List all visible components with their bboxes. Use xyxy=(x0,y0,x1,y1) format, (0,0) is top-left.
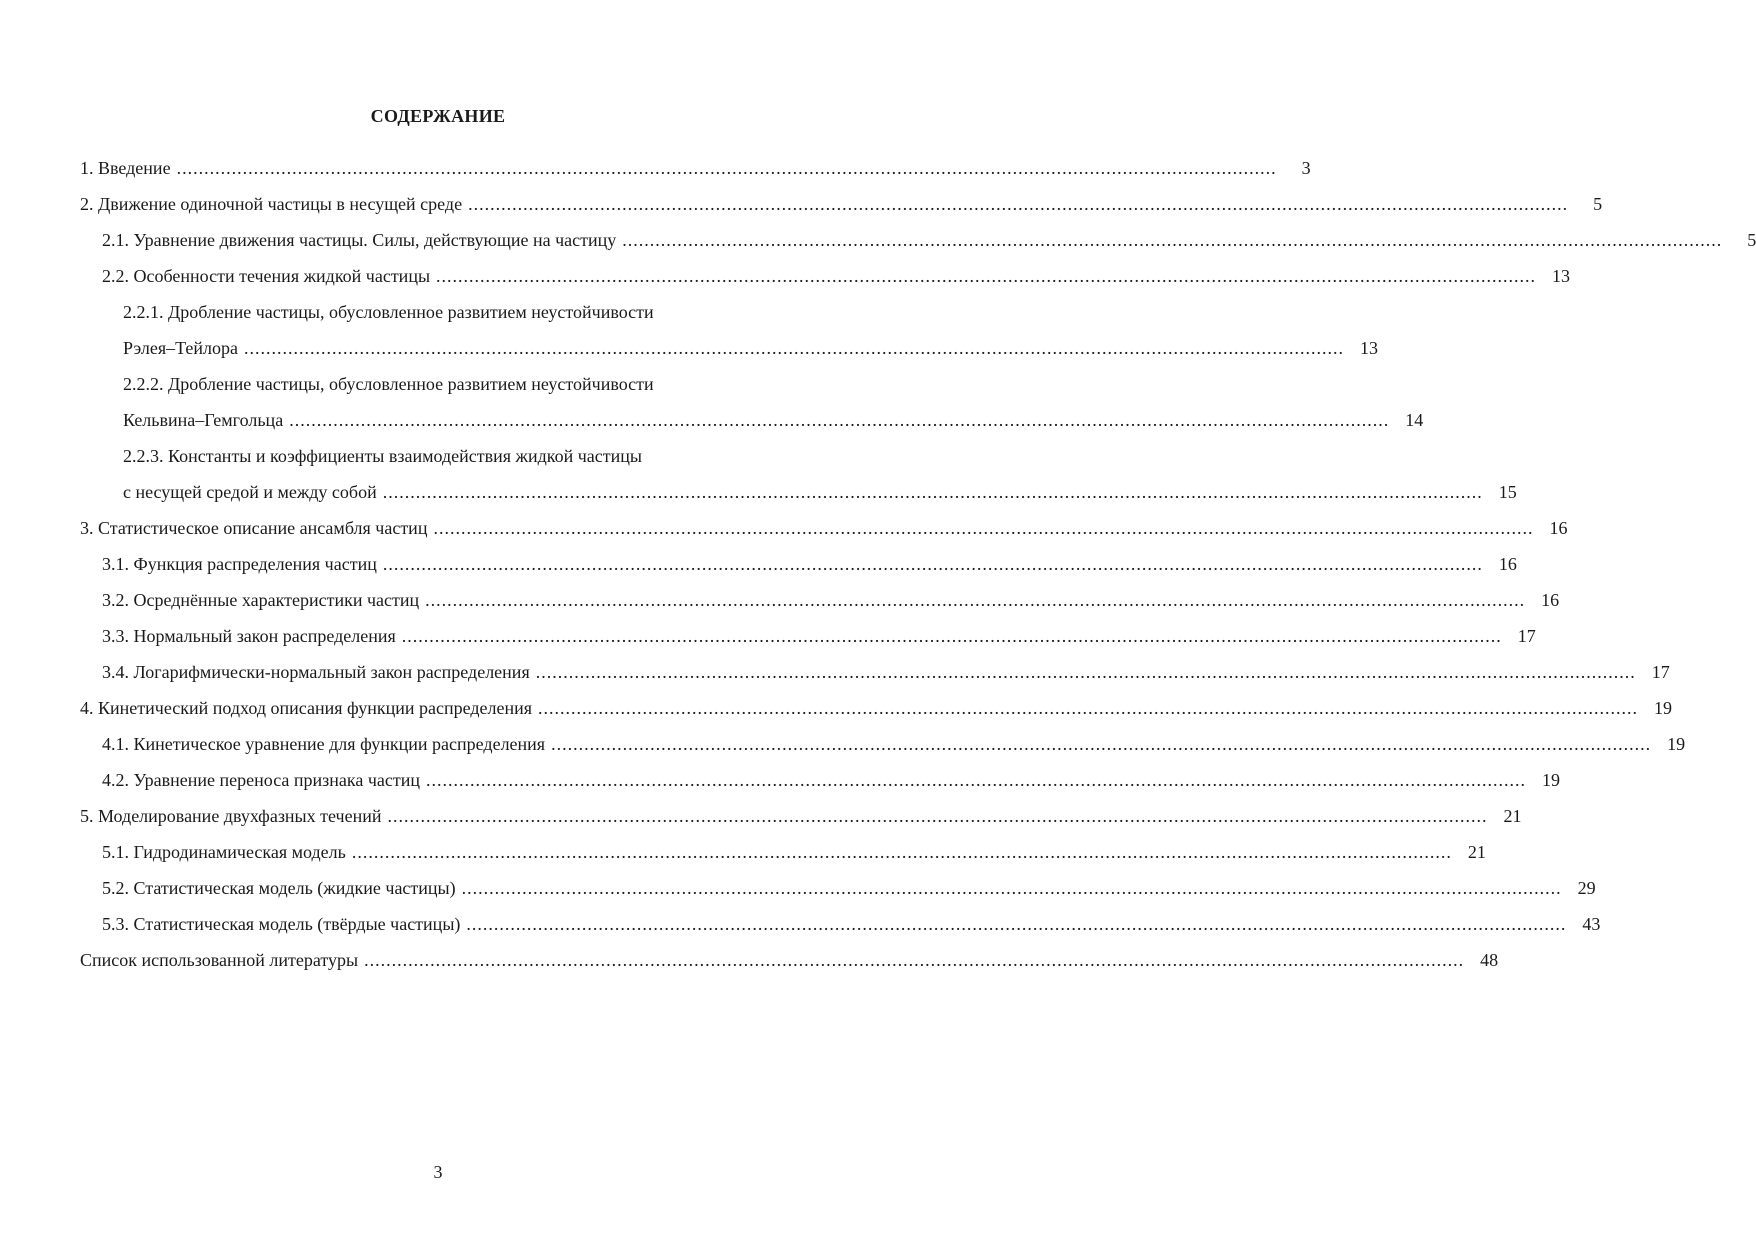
toc-entry[interactable] xyxy=(80,546,1517,582)
toc-leader-dots: ........................................................................................................................................................................................................ xyxy=(244,338,1345,358)
toc-entry-title: 2. Движение одиночной частицы в несущей среде xyxy=(80,194,463,214)
toc-entry-title: 3.2. Осреднённые характеристики частиц xyxy=(102,590,420,610)
toc-entry-title: 3. Статистическое описание ансамбля частиц xyxy=(80,518,428,538)
toc-page-number: 43 xyxy=(1582,914,1601,934)
toc-entry[interactable] xyxy=(80,726,1686,762)
toc-entry-title: с несущей средой и между собой xyxy=(123,482,377,502)
toc-entry-title: 4.1. Кинетическое уравнение для функции распределения xyxy=(102,734,546,754)
toc-entry[interactable] xyxy=(80,690,1673,726)
toc-leader-dots: ........................................................................................................................................................................................................ xyxy=(382,482,1483,502)
toc-entry-title: 1. Введение xyxy=(80,158,171,178)
toc-leader-dots: ........................................................................................................................................................................................................ xyxy=(401,626,1502,646)
toc-leader-dots: ........................................................................................................................................................................................................ xyxy=(426,770,1527,790)
toc-leader-dots: ........................................................................................................................................................................................................ xyxy=(622,230,1723,250)
toc-leader-dots: ........................................................................................................................................................................................................ xyxy=(387,806,1488,826)
toc-entry-title: 5.3. Статистическая модель (твёрдые частицы) xyxy=(102,914,461,934)
toc-leader-dots: ........................................................................................................................................................................................................ xyxy=(551,734,1652,754)
toc-page-number: 19 xyxy=(1654,698,1673,718)
toc-page-number: 29 xyxy=(1577,878,1596,898)
toc-entry[interactable] xyxy=(80,186,1603,222)
toc-page-number: 16 xyxy=(1498,554,1517,574)
toc-leader-dots: ........................................................................................................................................................................................................ xyxy=(468,194,1569,214)
toc-entry[interactable] xyxy=(80,222,1756,258)
toc-page-number: 19 xyxy=(1667,734,1686,754)
toc-entry[interactable] xyxy=(80,150,1311,186)
toc-page-number: 13 xyxy=(1552,266,1571,286)
toc-page-number: 5 xyxy=(1747,230,1756,250)
toc-entry-title-line: 2.2.2. Дробление частицы, обусловленное развитием неустойчивости xyxy=(123,374,654,394)
toc-page-number: 14 xyxy=(1405,410,1424,430)
toc-entry-title: 2.2. Особенности течения жидкой частицы xyxy=(102,266,431,286)
toc-entry-title: Список использованной литературы xyxy=(80,950,359,970)
page-title: СОДЕРЖАНИЕ xyxy=(370,106,506,126)
toc-leader-dots: ........................................................................................................................................................................................................ xyxy=(289,410,1390,430)
toc-entry[interactable] xyxy=(80,870,1596,906)
toc-leader-dots: ........................................................................................................................................................................................................ xyxy=(433,518,1534,538)
toc-leader-dots: ........................................................................................................................................................................................................ xyxy=(351,842,1452,862)
toc-page-number: 16 xyxy=(1549,518,1568,538)
toc-page-number: 48 xyxy=(1480,950,1499,970)
toc-entry[interactable] xyxy=(80,294,1379,366)
toc-entry-title: 3.4. Логарифмически-нормальный закон распределения xyxy=(102,662,530,682)
toc-leader-dots: ........................................................................................................................................................................................................ xyxy=(461,878,1562,898)
toc-leader-dots: ........................................................................................................................................................................................................ xyxy=(364,950,1465,970)
toc-page-number: 21 xyxy=(1467,842,1486,862)
toc-page-number: 13 xyxy=(1360,338,1379,358)
toc-page-number: 21 xyxy=(1503,806,1522,826)
toc-page-number: 16 xyxy=(1541,590,1560,610)
toc-entry[interactable] xyxy=(80,762,1561,798)
toc-entry[interactable] xyxy=(80,906,1601,942)
toc-entry-title: 5.2. Статистическая модель (жидкие частицы) xyxy=(102,878,456,898)
page-number: 3 xyxy=(433,1162,443,1182)
toc-entry-title: 2.1. Уравнение движения частицы. Силы, действующие на частицу xyxy=(102,230,617,250)
toc-entry-title: 3.1. Функция распределения частиц xyxy=(102,554,377,574)
toc-entry[interactable] xyxy=(80,654,1670,690)
toc-entry-title-line: 2.2.1. Дробление частицы, обусловленное развитием неустойчивости xyxy=(123,302,654,322)
toc-entry[interactable] xyxy=(80,510,1568,546)
toc-leader-dots: ........................................................................................................................................................................................................ xyxy=(425,590,1526,610)
toc-page-number: 5 xyxy=(1593,194,1603,214)
toc-page-number: 19 xyxy=(1542,770,1561,790)
toc-entry[interactable] xyxy=(80,834,1486,870)
toc-entry[interactable] xyxy=(80,258,1571,294)
toc-entry-title: 5. Моделирование двухфазных течений xyxy=(80,806,382,826)
toc-leader-dots: ........................................................................................................................................................................................................ xyxy=(466,914,1567,934)
toc-entry-title: 5.1. Гидродинамическая модель xyxy=(102,842,346,862)
toc-leader-dots: ........................................................................................................................................................................................................ xyxy=(538,698,1639,718)
toc-entry-title: 4.2. Уравнение переноса признака частиц xyxy=(102,770,421,790)
toc-entry[interactable] xyxy=(80,942,1499,978)
toc-page-number: 3 xyxy=(1301,158,1311,178)
toc-entry-title-line: 2.2.3. Константы и коэффициенты взаимодействия жидкой частицы xyxy=(123,446,643,466)
toc-page-number: 15 xyxy=(1498,482,1517,502)
toc-leader-dots: ........................................................................................................................................................................................................ xyxy=(382,554,1483,574)
toc-entry-title: Рэлея–Тейлора xyxy=(123,338,239,358)
toc-entry[interactable] xyxy=(80,618,1536,654)
toc-entry-title: 4. Кинетический подход описания функции распределения xyxy=(80,698,533,718)
toc-entry[interactable] xyxy=(80,366,1424,438)
toc-leader-dots: ........................................................................................................................................................................................................ xyxy=(176,158,1277,178)
toc-entry[interactable] xyxy=(80,798,1522,834)
table-of-contents xyxy=(80,150,1756,978)
toc-leader-dots: ........................................................................................................................................................................................................ xyxy=(535,662,1636,682)
toc-page-number: 17 xyxy=(1651,662,1670,682)
toc-leader-dots: ........................................................................................................................................................................................................ xyxy=(436,266,1537,286)
toc-entry[interactable] xyxy=(80,438,1517,510)
toc-entry-title: 3.3. Нормальный закон распределения xyxy=(102,626,396,646)
toc-page-number: 17 xyxy=(1517,626,1536,646)
toc-entry-title: Кельвина–Гемгольца xyxy=(123,410,284,430)
toc-entry[interactable] xyxy=(80,582,1560,618)
